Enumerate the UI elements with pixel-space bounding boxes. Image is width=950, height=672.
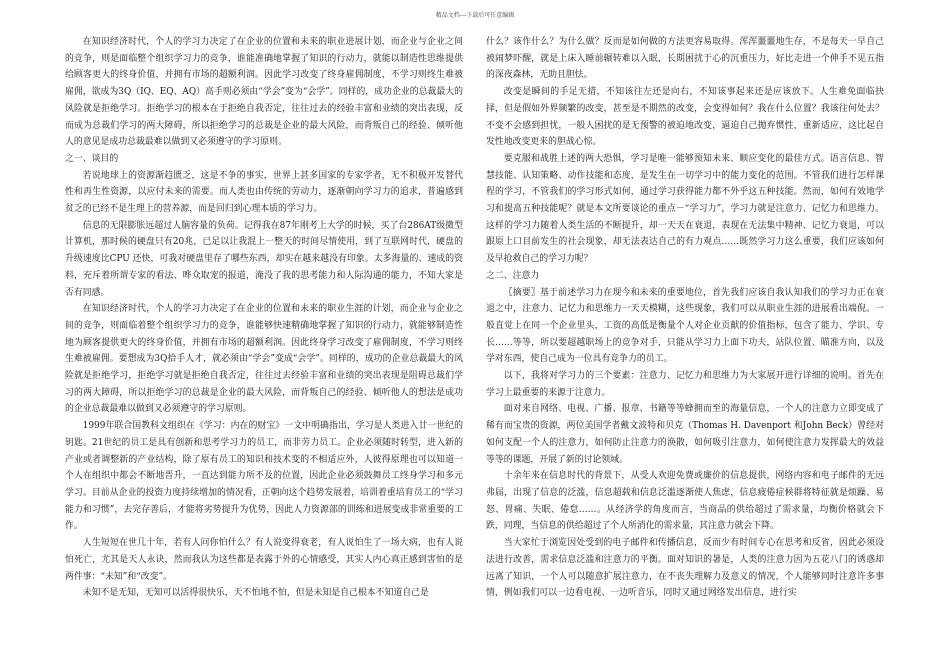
paragraph: 在知识经济时代，个人的学习力决定了在企业的位置和未来的职业进展计划，而企业与企业之间的竞争，则是面临整个组织学习力的竞争，谁能准确地掌握了知识的行动力，就能以制造性思维提供给顾客更大的终身价值，并拥有市场的超额利润。因此学习改变了终身雇佣制度，不学习则终生难被雇佣，欲成为3Q（IQ、EQ、AQ）高手则必须由“学会”变为“会学”。同样的，成功企业的总裁最大的风险就是拒绝学习。拒绝学习的根本在于拒绝自我否定，往往过去的经验丰富和业绩的突出表现，反而成为总裁们学习的两大障碍，所以拒绝学习的总裁是企业的最大风险，而背叛自己的经验、倾听他人的意见是成功总裁最难以做到又必须遵守的学习原则。 [65, 37, 463, 148]
right-column [486, 34, 884, 602]
paragraph: 十余年来在信息时代的背景下，从受人欢迎免费或廉价的信息提供，网络内容和电子邮件的无远弗届，出现了信息的泛滥，信息超载和信息泛滥逐渐使人焦虑，信息疲倦症候群将特征就是烦躁、易怒、胃痛、失眠、倦怠……。从经济学的角度而言，当商品的供给超过了需求量，均衡价格就会下跌，同理，当信息的供给超过了个人所消化的需求量，其注意力就会下降。 [486, 471, 884, 532]
paragraph: 以下，我将对学习力的三个要素：注意力、记忆力和思维力为大家展开进行详细的说明。首先在学习上最重要的来源于注意力。 [486, 371, 884, 398]
page-header: 精品文档---下载后可任意编辑 [435, 12, 515, 19]
paragraph: 面对来自网络、电视、广播、报章、书籍等等蜂拥而至的海量信息，一个人的注意力立即变成了稀有而宝贵的资源，两位美国学者戴文波特和贝克（Thomas H. Davenport 和John Beck）曾经对如何支配一个人的注意力，如何防止注意力的涣散，如何吸引注意力，如何使注意力发挥最大的效益等等的课题，开展了新的讨论领域。 [486, 404, 884, 465]
paragraph: 信息的无限膨胀远超过人脑容量的负荷。记得我在87年刚考上大学的时候，买了台286AT级微型计算机，那时候的硬盘只有20兆，已足以让我混上一整天的时间尽情使用，到了互联网时代，硬盘的升级速度比CPU 还快，可我对硬盘里存了哪些东西，却实在越来越没有印象。太多海量的、速成的资料，充斥着所谓专家的看法、哗众取宠的报道，淹没了我的思考能力和人际沟通的能力，不知大家是否有同感。 [65, 220, 463, 298]
left-column [65, 34, 463, 602]
paragraph: 当大家忙于浏览因处受到的电子邮件和传播信息，反而少有时间专心在思考和反省，因此必须设法进行改善，需求信息泛滥和注意力的平衡。面对知识的暑是，人类的注意力因为五花八门的诱惑却远离了知识，一个人可以随意扩展注意力，在不丧失理解力及意义的情况，个人能够同时注意许多事情，例如我们可以一边看电视、一边听音乐，同时又通过网络发出信息，进行实 [486, 538, 884, 599]
paragraph: 改变是瞬间的手足无措，不知该往左还是向右，不知该事起来还是应该放下。人生难免面临抉择，但是假如外界频繁的改变，甚至是不期然的改变，会变得如何？我在什么位置？我该往何处去？不变不会感到担忧，一般人困扰的是无预警的被迫地改变，逼迫自己抛弃惯性，重新适应，这比起自发性地改变更来的胆战心惊。 [486, 87, 884, 148]
paragraph: 在知识经济时代，个人的学习力决定了在企业的位置和未来的职业生涯的计划，而企业与企业之间的竞争，则面临着整个组织学习力的竞争，谁能够快速精确地掌握了知识的行动力，就能够制造性地为顾客提供更大的终身价值，并拥有市场的超额利润。因此终身学习改变了雇佣制度，不学习则终生难被雇佣。要想成为3Q拾手人才，就必须由“学会”变成“会学”。同样的，成功的企业总裁最大的风险就是拒绝学习，拒绝学习就是拒绝自我否定，往往过去经验丰富和业绩的突出表现是阻碍总裁们学习的两大障碍，所以拒绝学习的总裁是企业的最大风险，而背叛自己的经验、倾听他人的想法是成功的企业总裁最难以做到又必须遵守的学习原则。 [65, 304, 463, 415]
section-heading: 之二、注意力 [486, 270, 540, 281]
paragraph: 〖摘要〗基于前述学习力在现今和未来的重要地位，首先我们应该自我认知我们的学习力正在衰退之中，注意力、记忆力和思维力一天天模糊，这些现象，我们可以从职业生涯的进展看出端倪。一般直觉上在同一个企业里头，工资的高低是衡量个人对企业贡献的价值指标，包含了能力、学识、专长……等等，所以要超越职场上的竞争对手，只能从学习力上面下功夫，站队位置、瞄准方向，以及学对东西，使自己成为一位具有竞争力的员工。 [486, 287, 884, 365]
paragraph: 什么？该作什么？为什么做？反而是如何做的方法更容易取得。浑浑噩噩地生存，不是每天一早自己被闹梦吓醒，就是上床入睡前辗转难以入眠，长期困扰于心的沉重压力，好比走进一个伸手不见五指的深夜森林，无助且胆怯。 [486, 37, 884, 81]
section-heading: 之一、谈目的 [65, 153, 119, 164]
paragraph: 人生短短在世几十年，若有人问你怕什么？有人说变得衰老，有人说怕生了一场大病，也有人说怕死亡，尤其是天人永诀，然而我认为这些都是表露于外的心情感受，其实人内心真正感到害怕的是两件事：“未知”和“改变”。 [65, 538, 463, 582]
paragraph: 若说地球上的资源渐趋匮乏，这是不争的事实，世界上甚多国家的专家学者，无不积极开发替代性和再生性资源，以应付未来的需要。而人类也由传统的劳动力，逐渐朝向学习力的追求，普遍感到贫乏的已经不是生理上的营养源，而是回归到心理本质的学习力。 [65, 170, 463, 215]
paragraph: 要克服和战胜上述的两大恐惧，学习是唯一能够预知未来、顺应变化的最佳方式。语言信息、智慧技能、认知策略、动作技能和态度，是发生在一切学习中的能力变化的范围。不管我们进行怎样课程的学习，不管我们的学习形式如何，通过学习获得能力都不外乎这五种技能。然而，如何有效地学习和提高五种技能呢？就是本文所要谈论的重点－“学习力”，学习力就是注意力、记忆力和思维力。这样的学习力随着人类生活的不断提升，却一天天在衰退，表现在无法集中精神、记忆力衰退，可以跟原上口目前发生的社会现象，却无法表达自己的有力观点……既然学习力这么重要，我们应该如何及早抢救自己的学习力呢？ [486, 153, 884, 265]
paragraph: 未知不是无知，无知可以活得很快乐，天不怕地不怕，但是未知是自己根本不知道自己是 [82, 588, 429, 599]
paragraph: 1999年联合国教科文组织在《学习：内在的财宝》一文中明确指出，学习是人类进入廿一世纪的钥匙。21世纪的员工是具有创新和思考学习力的员工，而非劳力员工。企业必须随时转型，进入新的产业或者调整新的产业结构，除了原有员工的知识和技术变的不相适应外，人彼得原理也可以知道一个人在组织中都会不断地晋升，一直达到能力所不及的位置，因此企业必须鼓舞员工终身学习和多元学习。目前从企业的投资力度持续增加的情况看，正朝向这个趋势发展着，培训着重培育员工的“学习能力和习惯”，去完存善后，才能将劣势提升为优势，因此人力资源部的训练和进展变成非常重要的工作。 [65, 421, 463, 532]
